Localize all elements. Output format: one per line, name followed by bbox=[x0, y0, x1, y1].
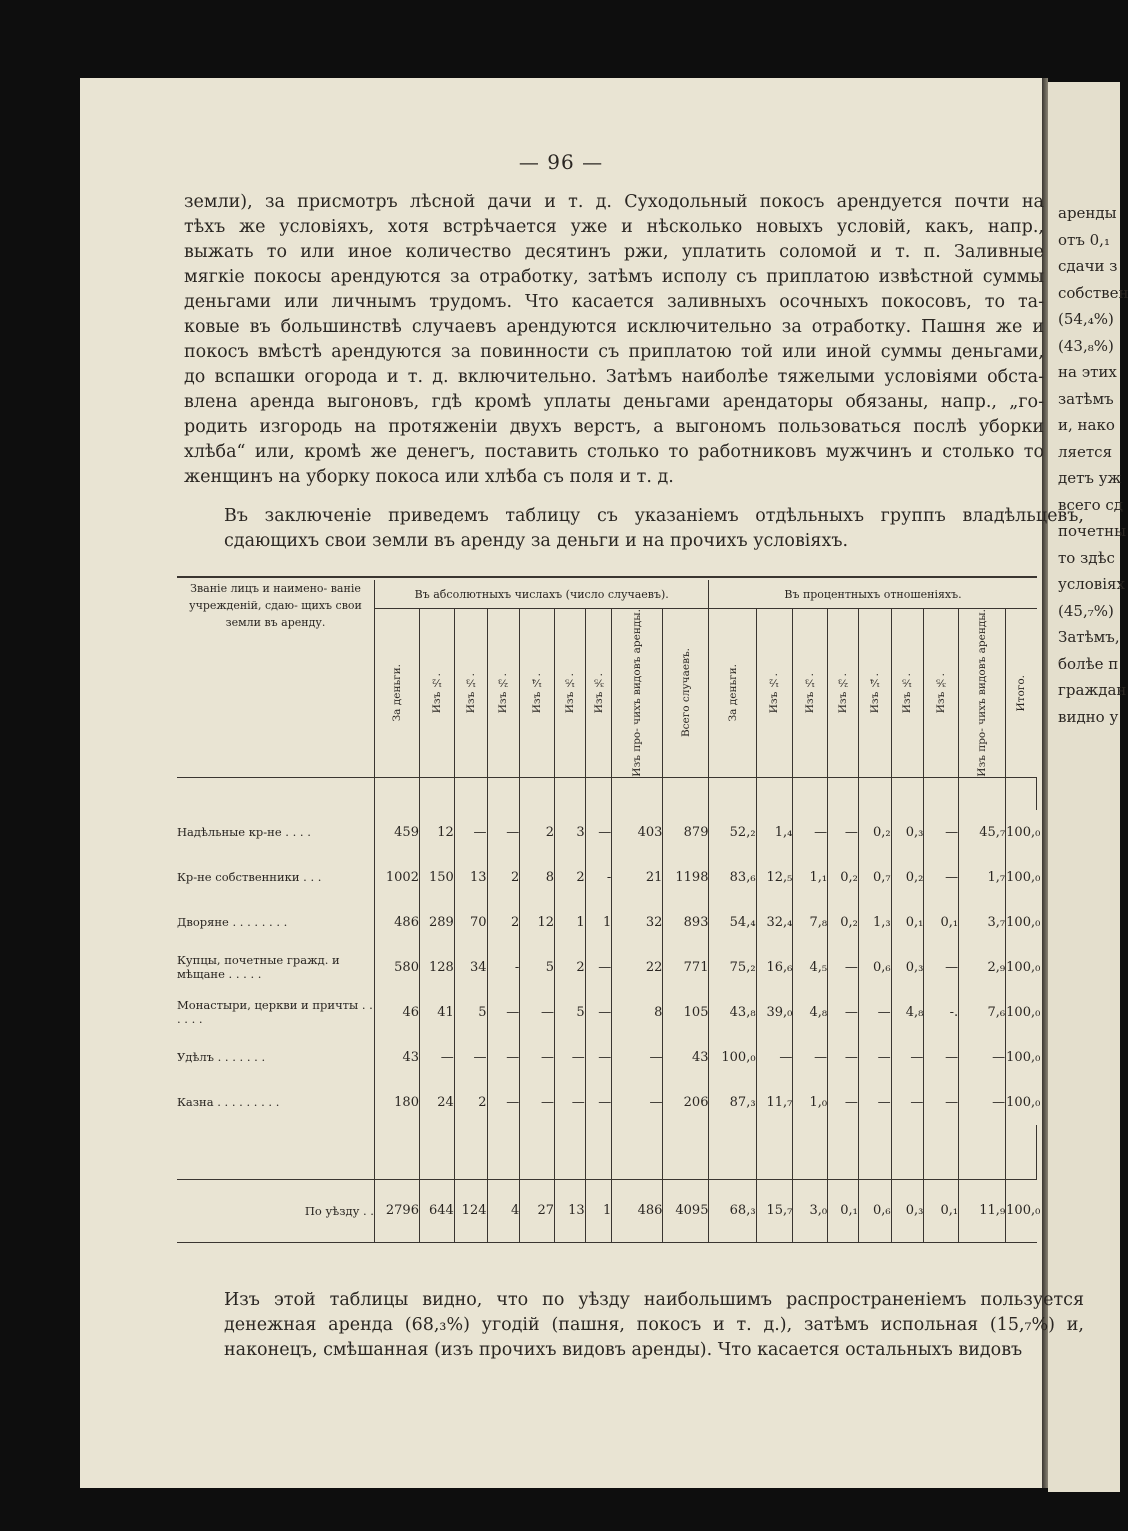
text-line: мягкіе покосы арендуются за отработку, затѣмъ исполу съ приплатою извѣстной суммы bbox=[184, 267, 1044, 287]
column-header-text: Итого. bbox=[1015, 674, 1028, 712]
text-line: покосъ вмѣстѣ арендуются за повинности съ приплатою той или иной суммы деньгами, bbox=[184, 342, 1044, 362]
table-cell: 13 bbox=[454, 855, 487, 900]
table-total-row bbox=[177, 1179, 1037, 1242]
column-header bbox=[709, 609, 756, 778]
adjacent-page-line: на этих bbox=[1058, 363, 1117, 381]
text-line: наконецъ, смѣшанная (изъ прочихъ видовъ аренды). Что касается остальныхъ видовъ bbox=[224, 1340, 1023, 1360]
text-line: женщинъ на уборку покоса или хлѣба съ поля и т. д. bbox=[184, 467, 674, 487]
row-label: Удѣлъ . . . . . . . bbox=[177, 1035, 374, 1080]
table-cell: 105 bbox=[663, 990, 709, 1035]
column-header-text: Изъ ½. bbox=[768, 672, 781, 713]
column-header bbox=[555, 609, 586, 778]
table-cell: — bbox=[585, 990, 612, 1035]
adjacent-page-line: (45,₇%) bbox=[1058, 601, 1114, 620]
text-line: до вспашки огорода и т. д. включительно. Затѣмъ наиболѣе тяжелыми условіями обста- bbox=[184, 367, 1044, 387]
table-cell: 16,₆ bbox=[756, 945, 793, 990]
column-header bbox=[520, 609, 555, 778]
table-cell: 100,₀ bbox=[1006, 1094, 1041, 1110]
adjacent-page-line: ляется bbox=[1058, 442, 1113, 461]
column-header bbox=[419, 609, 454, 778]
table-cell: 879 bbox=[663, 810, 709, 855]
table-cell: 0,₁ bbox=[891, 900, 924, 945]
table-cell: — bbox=[828, 990, 859, 1035]
table-cell: 27 bbox=[520, 1179, 555, 1242]
table-cell: 21 bbox=[612, 855, 663, 900]
table-cell: 3,₀ bbox=[793, 1179, 828, 1242]
table-cell: 124 bbox=[454, 1179, 487, 1242]
table-cell: 5 bbox=[520, 945, 555, 990]
table-cell: — bbox=[520, 1080, 555, 1125]
table-cell: 3 bbox=[555, 810, 586, 855]
table-cell: 0,₃ bbox=[891, 810, 924, 855]
table-cell: — bbox=[793, 1035, 828, 1080]
table-cell: 1,₀ bbox=[793, 1080, 828, 1125]
table-cell: 41 bbox=[419, 990, 454, 1035]
table-cell: 70 bbox=[454, 900, 487, 945]
table-cell: 83,₆ bbox=[709, 855, 756, 900]
column-header bbox=[858, 609, 891, 778]
row-label: Надѣльные кр-не . . . . bbox=[177, 810, 374, 855]
adjacent-page-line: и, нако bbox=[1058, 416, 1115, 434]
table-row bbox=[177, 1080, 1037, 1125]
column-header bbox=[793, 609, 828, 778]
table-cell: 32 bbox=[612, 900, 663, 945]
table-cell: — bbox=[585, 1080, 612, 1125]
adjacent-page-line: затѣмъ bbox=[1058, 389, 1114, 408]
column-header-text: Изъ ⅕. bbox=[901, 672, 914, 713]
table-cell: — bbox=[487, 1035, 520, 1080]
table-cell: — bbox=[555, 1035, 586, 1080]
table-cell: 0,₁ bbox=[924, 900, 959, 945]
table-cell: 2 bbox=[487, 855, 520, 900]
table-cell: 13 bbox=[555, 1179, 586, 1242]
stub-header: Званіе лицъ и наимено- ваніе учрежденій, сдаю- щихъ свои земли въ аренду. bbox=[177, 580, 374, 777]
table-cell: 34 bbox=[454, 945, 487, 990]
text-line: выжать то или иное количество десятинъ ржи, уплатить соломой и т. п. Заливные bbox=[184, 242, 1044, 262]
paragraph-table-intro bbox=[184, 504, 1084, 554]
column-header-text: Изъ про- чихъ видовъ аренды. bbox=[976, 609, 989, 777]
table-cell: 43,₈ bbox=[709, 990, 756, 1035]
table-cell: 4 bbox=[487, 1179, 520, 1242]
column-header bbox=[374, 609, 419, 778]
table-cell: 100,₀ bbox=[1006, 914, 1041, 930]
column-header-text: Изъ ⅔. bbox=[837, 672, 849, 713]
adjacent-page-line: Затѣмъ, bbox=[1058, 628, 1120, 646]
table-cell: 289 bbox=[419, 900, 454, 945]
table-cell: 4095 bbox=[663, 1179, 709, 1242]
table-cell: 43 bbox=[374, 1035, 419, 1080]
row-label: Монастыри, церкви и причты . . . . . . bbox=[177, 990, 374, 1035]
table-cell: 22 bbox=[612, 945, 663, 990]
column-header-text: Изъ ½. bbox=[430, 672, 443, 713]
table-cell: — bbox=[487, 990, 520, 1035]
text-line: тѣхъ же условіяхъ, хотя встрѣчается уже и нѣсколько новыхъ условій, какъ, напр., bbox=[184, 217, 1044, 237]
table-cell: — bbox=[585, 1035, 612, 1080]
table-cell: — bbox=[858, 1035, 891, 1080]
table-cell: 5 bbox=[454, 990, 487, 1035]
table-cell: 0,₂ bbox=[891, 855, 924, 900]
table-cell: 5 bbox=[555, 990, 586, 1035]
table-cell: 1 bbox=[585, 1179, 612, 1242]
table-cell: — bbox=[924, 855, 959, 900]
table-cell: 7,₈ bbox=[793, 900, 828, 945]
table-cell: 45,₇ bbox=[959, 810, 1006, 855]
table-row bbox=[177, 900, 1037, 945]
table-cell: 1002 bbox=[374, 855, 419, 900]
table-cell: 46 bbox=[374, 990, 419, 1035]
table-cell: 75,₂ bbox=[709, 945, 756, 990]
table-cell: — bbox=[487, 1080, 520, 1125]
table-cell: — bbox=[891, 1035, 924, 1080]
table-cell: -. bbox=[924, 990, 959, 1035]
table-cell: — bbox=[585, 810, 612, 855]
adjacent-page-line: собствен bbox=[1058, 283, 1128, 302]
table-cell: 0,₂ bbox=[858, 810, 891, 855]
row-label: Купцы, почетные гражд. и мѣщане . . . . . bbox=[177, 945, 374, 990]
table-cell: 0,₃ bbox=[891, 1179, 924, 1242]
table-cell: 32,₄ bbox=[756, 900, 793, 945]
table-cell: 580 bbox=[374, 945, 419, 990]
table-row bbox=[177, 945, 1037, 990]
column-header-text: Изъ ⅔. bbox=[497, 672, 510, 713]
text-line: Изъ этой таблицы видно, что по уѣзду наибольшимъ распространеніемъ пользуется bbox=[224, 1290, 1084, 1310]
paragraph-rental-terms bbox=[184, 190, 1044, 490]
table-cell: 0,₃ bbox=[891, 945, 924, 990]
text-line: деньгами или личнымъ трудомъ. Что касается заливныхъ осочныхъ покосовъ, то та- bbox=[184, 292, 1044, 312]
table-cell: — bbox=[585, 945, 612, 990]
table-cell: 12 bbox=[419, 810, 454, 855]
column-header bbox=[959, 609, 1006, 778]
table-cell: 1,₃ bbox=[858, 900, 891, 945]
table-row bbox=[177, 855, 1037, 900]
table-cell: 0,₇ bbox=[858, 855, 891, 900]
table-cell: — bbox=[858, 1080, 891, 1125]
table-cell: 1 bbox=[585, 900, 612, 945]
column-header-text: Изъ про- чихъ видовъ аренды. bbox=[631, 609, 644, 777]
table-cell: — bbox=[828, 810, 859, 855]
table-cell: 8 bbox=[520, 855, 555, 900]
table-cell: 403 bbox=[612, 810, 663, 855]
adjacent-page-line: условіях bbox=[1058, 575, 1125, 593]
table-cell: 8 bbox=[612, 990, 663, 1035]
table-cell: 87,₃ bbox=[709, 1080, 756, 1125]
table-cell: - bbox=[487, 945, 520, 990]
table-cell: 15,₇ bbox=[756, 1179, 793, 1242]
table-cell: 7,₆ bbox=[959, 990, 1006, 1035]
table-cell: 39,₀ bbox=[756, 990, 793, 1035]
table-cell: 0,₆ bbox=[858, 945, 891, 990]
column-header-text: Изъ ⅓. bbox=[464, 672, 477, 713]
table-cell: 100,₀ bbox=[1006, 1049, 1041, 1065]
table-cell: — bbox=[487, 810, 520, 855]
page-number: — 96 — bbox=[518, 150, 604, 174]
table-cell: — bbox=[828, 1080, 859, 1125]
table-cell: — bbox=[555, 1080, 586, 1125]
rental-table bbox=[177, 576, 1041, 1243]
table-row bbox=[177, 810, 1037, 855]
table-cell: 2 bbox=[555, 855, 586, 900]
table-cell: — bbox=[419, 1035, 454, 1080]
table-cell: — bbox=[612, 1080, 663, 1125]
table-cell: 100,₀ bbox=[1006, 869, 1041, 885]
table-cell: — bbox=[924, 810, 959, 855]
adjacent-page-edge bbox=[1048, 82, 1128, 1492]
column-header-text: Изъ ⅓. bbox=[804, 672, 817, 713]
column-header bbox=[612, 609, 663, 778]
text-line: сдающихъ свои земли въ аренду за деньги и на прочихъ условіяхъ. bbox=[224, 531, 849, 551]
table-cell: 1,₁ bbox=[793, 855, 828, 900]
table-cell: 2 bbox=[520, 810, 555, 855]
text-line: влена аренда выгоновъ, гдѣ кромѣ уплаты деньгами арендаторы обязаны, напр., „го- bbox=[184, 392, 1044, 412]
table-cell: 150 bbox=[419, 855, 454, 900]
absolute-group-header: Въ абсолютныхъ числахъ (число случаевъ). bbox=[374, 580, 709, 609]
table-cell: — bbox=[793, 810, 828, 855]
table-cell: 0,₁ bbox=[828, 1179, 859, 1242]
table-cell: 24 bbox=[419, 1080, 454, 1125]
table-cell: — bbox=[828, 945, 859, 990]
table-cell: 11,₉ bbox=[959, 1179, 1006, 1242]
column-header bbox=[1006, 609, 1037, 778]
column-header bbox=[756, 609, 793, 778]
table-cell: 1 bbox=[555, 900, 586, 945]
text-line: Въ заключеніе приведемъ таблицу съ указаніемъ отдѣльныхъ группъ владѣльцевъ, bbox=[224, 506, 1084, 526]
text-line: ковые въ большинствѣ случаевъ арендуются исключительно за отработку. Пашня же и bbox=[184, 317, 1044, 337]
table-cell: — bbox=[756, 1035, 793, 1080]
table-cell: 100,₀ bbox=[1006, 1179, 1037, 1242]
row-label: Дворяне . . . . . . . . bbox=[177, 900, 374, 945]
table-row bbox=[177, 1035, 1037, 1080]
column-header-text: За деньги. bbox=[726, 664, 739, 722]
adjacent-page-line: детъ уж bbox=[1058, 469, 1122, 487]
table-cell: 1,₇ bbox=[959, 855, 1006, 900]
adjacent-page-line: всего сд bbox=[1058, 495, 1124, 514]
table-row bbox=[177, 990, 1037, 1035]
column-header bbox=[891, 609, 924, 778]
table-cell: 12 bbox=[520, 900, 555, 945]
column-header bbox=[924, 609, 959, 778]
table-cell: — bbox=[959, 1035, 1006, 1080]
table-cell: 893 bbox=[663, 900, 709, 945]
column-header-text: Изъ ¼. bbox=[868, 672, 881, 713]
table-cell: 11,₇ bbox=[756, 1080, 793, 1125]
adjacent-page-line: (43,₈%) bbox=[1058, 336, 1114, 355]
table-cell: 3,₇ bbox=[959, 900, 1006, 945]
adjacent-page-line: почетны bbox=[1058, 522, 1127, 540]
table-cell: 100,₀ bbox=[1006, 1004, 1041, 1020]
text-line: хлѣба“ или, кромѣ же денегъ, поставить столько то работниковъ мужчинъ и столько то bbox=[184, 442, 1044, 462]
table-cell: — bbox=[924, 945, 959, 990]
table-cell: 100,₀ bbox=[1006, 824, 1041, 840]
column-header-text: За деньги. bbox=[390, 664, 403, 722]
table-cell: 68,₃ bbox=[709, 1179, 756, 1242]
table-cell: - bbox=[585, 855, 612, 900]
table-cell: 0,₁ bbox=[924, 1179, 959, 1242]
table-cell: 1198 bbox=[663, 855, 709, 900]
row-label: Кр-не собственники . . . bbox=[177, 855, 374, 900]
table-cell: — bbox=[891, 1080, 924, 1125]
table-cell: — bbox=[612, 1035, 663, 1080]
row-label: Казна . . . . . . . . . bbox=[177, 1080, 374, 1125]
table-cell: 180 bbox=[374, 1080, 419, 1125]
table-cell: 486 bbox=[612, 1179, 663, 1242]
row-label: По уѣзду . . bbox=[177, 1179, 374, 1242]
adjacent-page-line: аренды bbox=[1058, 204, 1117, 222]
table-cell: 2796 bbox=[374, 1179, 419, 1242]
text-line: земли), за присмотръ лѣсной дачи и т. д. Суходольный покосъ арендуется почти на bbox=[184, 192, 1044, 212]
adjacent-page-line: болѣе п bbox=[1058, 654, 1119, 673]
table-cell: 12,₅ bbox=[756, 855, 793, 900]
table-cell: 486 bbox=[374, 900, 419, 945]
table-cell: 2,₉ bbox=[959, 945, 1006, 990]
rental-stats-table bbox=[177, 580, 1041, 1243]
table-cell: 2 bbox=[555, 945, 586, 990]
adjacent-page-line: (54,₄%) bbox=[1058, 310, 1114, 328]
paragraph-conclusion bbox=[184, 1288, 1084, 1363]
column-header-text: Изъ ¼. bbox=[531, 672, 544, 713]
table-cell: — bbox=[454, 810, 487, 855]
table-cell: 52,₂ bbox=[709, 810, 756, 855]
table-cell: 2 bbox=[454, 1080, 487, 1125]
column-header-text: Всего случаевъ. bbox=[679, 648, 692, 738]
adjacent-page-line: видно у bbox=[1058, 707, 1119, 726]
column-header bbox=[487, 609, 520, 778]
table-cell: 2 bbox=[487, 900, 520, 945]
adjacent-page-line: отъ 0,₁ bbox=[1058, 230, 1110, 249]
text-line: родить изгородь на протяженіи двухъ верстъ, а выгономъ пользоваться послѣ уборки bbox=[184, 417, 1044, 437]
table-cell: 100,₀ bbox=[709, 1035, 756, 1080]
table-cell: — bbox=[828, 1035, 859, 1080]
column-header-text: Изъ ⅕. bbox=[563, 672, 576, 713]
text-line: денежная аренда (68,₃%) угодій (пашня, покосъ и т. д.), затѣмъ испольная (15,₇%) и, bbox=[224, 1315, 1084, 1335]
table-cell: 459 bbox=[374, 810, 419, 855]
table-top-rule bbox=[177, 576, 1037, 578]
table-cell: — bbox=[924, 1035, 959, 1080]
table-cell: 128 bbox=[419, 945, 454, 990]
table-cell: 4,₅ bbox=[793, 945, 828, 990]
table-cell: — bbox=[454, 1035, 487, 1080]
table-cell: 0,₂ bbox=[828, 900, 859, 945]
column-header bbox=[585, 609, 612, 778]
table-cell: 1,₄ bbox=[756, 810, 793, 855]
table-cell: 771 bbox=[663, 945, 709, 990]
table-cell: 100,₀ bbox=[1006, 959, 1041, 975]
percent-group-header: Въ процентныхъ отношеніяхъ. bbox=[709, 580, 1037, 609]
table-cell: 43 bbox=[663, 1035, 709, 1080]
table-cell: 644 bbox=[419, 1179, 454, 1242]
column-header bbox=[663, 609, 709, 778]
table-cell: 0,₂ bbox=[828, 855, 859, 900]
table-cell: 206 bbox=[663, 1080, 709, 1125]
table-cell: 4,₈ bbox=[793, 990, 828, 1035]
table-cell: — bbox=[520, 990, 555, 1035]
table-cell: 54,₄ bbox=[709, 900, 756, 945]
table-cell: — bbox=[520, 1035, 555, 1080]
column-header bbox=[454, 609, 487, 778]
column-header-text: Изъ ⅗. bbox=[592, 672, 605, 713]
table-cell: — bbox=[959, 1080, 1006, 1125]
table-cell: 4,₈ bbox=[891, 990, 924, 1035]
adjacent-page-line: граждан bbox=[1058, 681, 1127, 699]
adjacent-page-line: то здѣс bbox=[1058, 548, 1115, 567]
column-header bbox=[828, 609, 859, 778]
table-cell: — bbox=[858, 990, 891, 1035]
table-cell: 0,₆ bbox=[858, 1179, 891, 1242]
column-header-text: Изъ ⅗. bbox=[935, 672, 948, 713]
adjacent-page-line: сдачи з bbox=[1058, 257, 1118, 275]
table-cell: — bbox=[924, 1080, 959, 1125]
